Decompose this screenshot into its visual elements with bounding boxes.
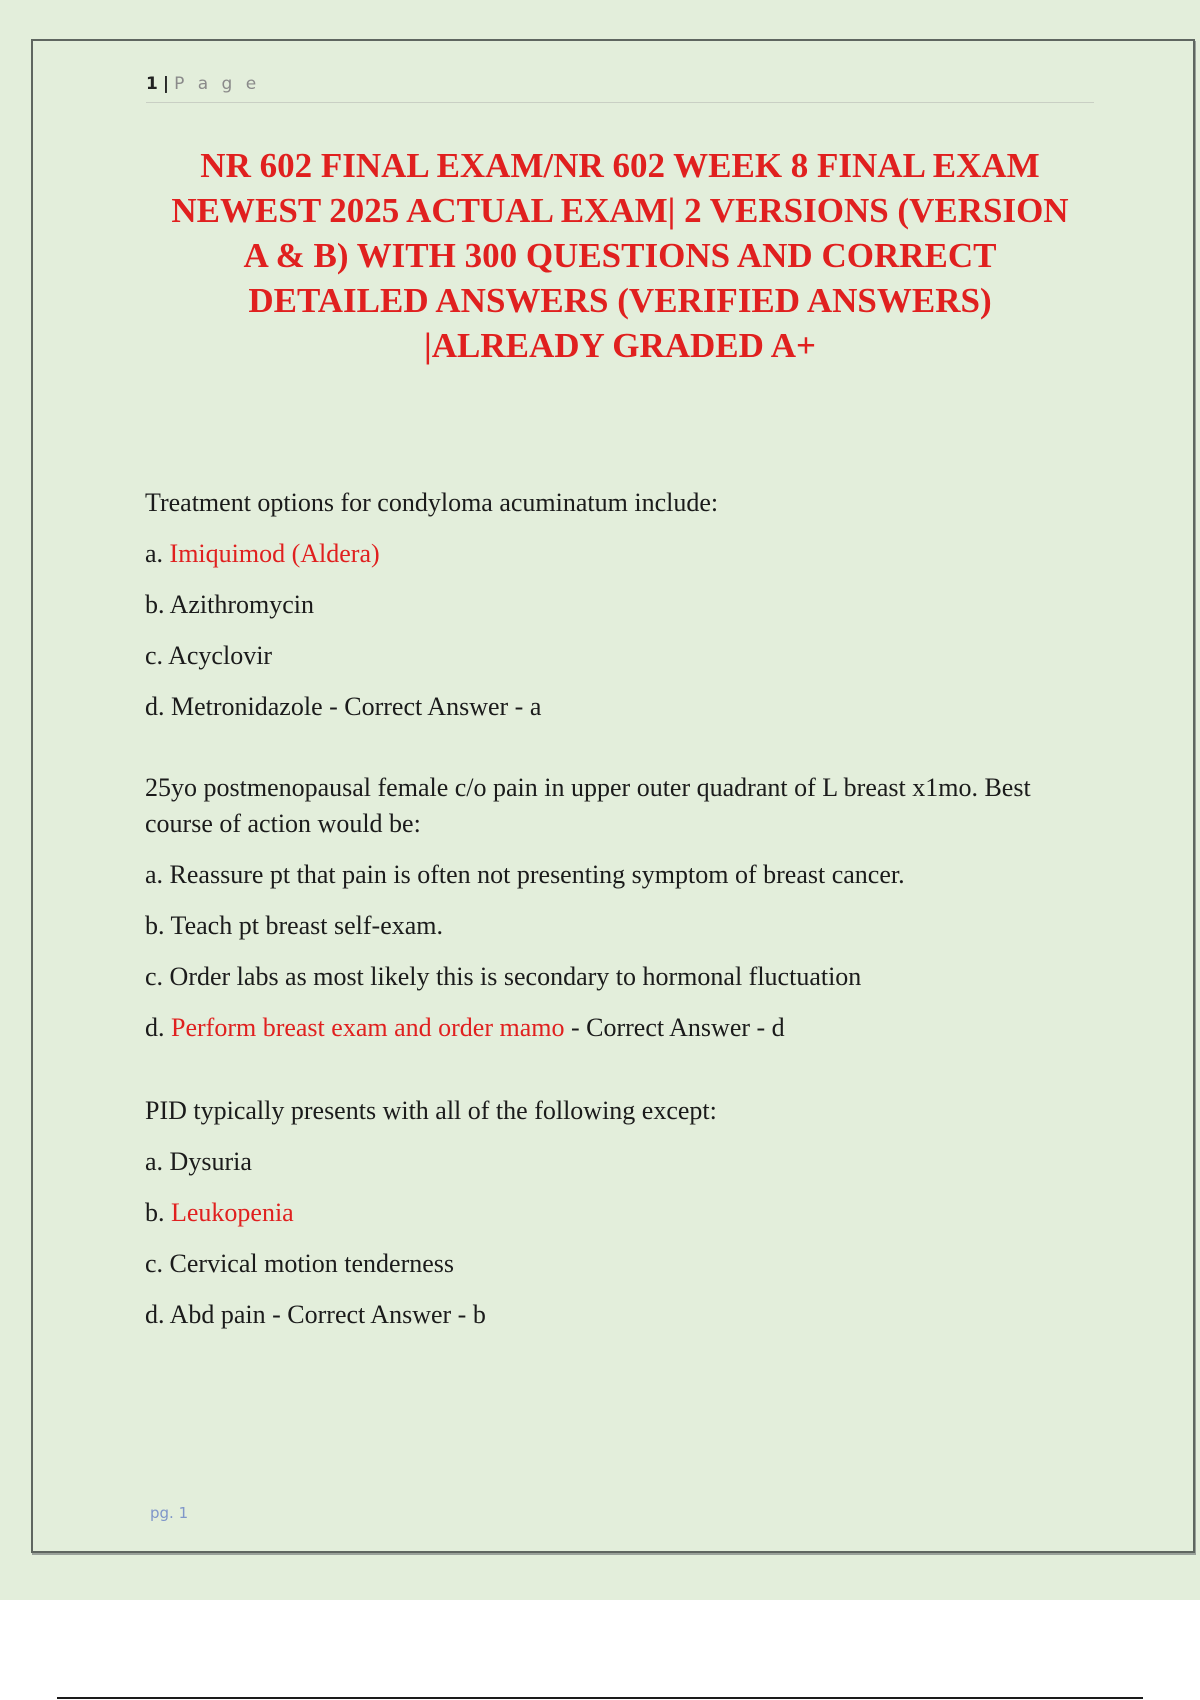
answer-option-a	[145, 536, 1095, 572]
header-page-word: P a g e	[174, 74, 261, 94]
question-1	[145, 485, 1095, 725]
option-text: Cervical motion tenderness	[169, 1249, 455, 1278]
option-prefix: a.	[145, 539, 170, 568]
option-text: Metronidazole	[171, 692, 323, 721]
question-2	[145, 770, 1095, 1046]
option-text: Acyclovir	[168, 641, 273, 670]
option-text-correct: Perform breast exam and order mamo	[171, 1013, 565, 1042]
title-line: A & B) WITH 300 QUESTIONS AND CORRECT	[243, 236, 997, 275]
question-stem: PID typically presents with all of the following except:	[145, 1096, 717, 1125]
title-line: DETAILED ANSWERS (VERIFIED ANSWERS)	[248, 281, 992, 320]
answer-option-d	[145, 1010, 1095, 1046]
answer-option-b	[145, 908, 1095, 944]
answer-option-a	[145, 857, 1095, 893]
answer-option-d	[145, 1297, 1095, 1333]
answer-option-b	[145, 1195, 1095, 1231]
option-text: Abd pain	[169, 1300, 266, 1329]
option-text: Order labs as most likely this is secondary to hormonal fluctuation	[169, 962, 862, 991]
option-prefix: a.	[145, 860, 170, 889]
answer-option-c	[145, 959, 1095, 995]
option-prefix: c.	[145, 641, 169, 670]
option-prefix: c.	[145, 962, 170, 991]
option-text: Reassure pt that pain is often not presenting symptom of breast cancer.	[169, 860, 905, 889]
answer-option-d	[145, 689, 1095, 725]
option-text: Azithromycin	[169, 590, 314, 619]
correct-answer-note: - Correct Answer - b	[265, 1300, 486, 1329]
correct-answer-note: - Correct Answer - a	[322, 692, 542, 721]
question-stem: 25yo postmenopausal female c/o pain in upper outer quadrant of L breast x1mo. Best course of action would be:	[145, 773, 1031, 838]
question-stem: Treatment options for condyloma acuminatum include:	[145, 488, 719, 517]
option-prefix: c.	[145, 1249, 170, 1278]
correct-answer-note: - Correct Answer - d	[564, 1013, 785, 1042]
page-header	[146, 74, 1094, 103]
title-line: NR 602 FINAL EXAM/NR 602 WEEK 8 FINAL EXAM	[200, 146, 1040, 185]
title-line: NEWEST 2025 ACTUAL EXAM| 2 VERSIONS (VERSION	[171, 191, 1069, 230]
answer-option-a	[145, 1144, 1095, 1180]
answer-option-b	[145, 587, 1095, 623]
option-prefix: d.	[145, 1300, 170, 1329]
bottom-divider	[57, 1697, 1143, 1699]
question-list	[145, 485, 1095, 1379]
question-3	[145, 1093, 1095, 1333]
document-title	[140, 143, 1100, 368]
answer-option-c	[145, 638, 1095, 674]
answer-option-c	[145, 1246, 1095, 1282]
option-text-correct: Leukopenia	[171, 1198, 294, 1227]
header-separator: |	[162, 74, 171, 94]
option-prefix: d.	[145, 692, 171, 721]
option-prefix: d.	[145, 1013, 171, 1042]
header-page-number: 1	[146, 74, 159, 94]
option-prefix: b.	[145, 590, 170, 619]
option-prefix: a.	[145, 1147, 170, 1176]
option-text-correct: Imiquimod (Aldera)	[169, 539, 380, 568]
option-text: Dysuria	[169, 1147, 252, 1176]
title-line: |ALREADY GRADED A+	[424, 326, 816, 365]
option-prefix: b.	[145, 1198, 171, 1227]
option-text: Teach pt breast self-exam.	[170, 911, 444, 940]
page-footer: pg. 1	[150, 1504, 189, 1522]
option-prefix: b.	[145, 911, 171, 940]
